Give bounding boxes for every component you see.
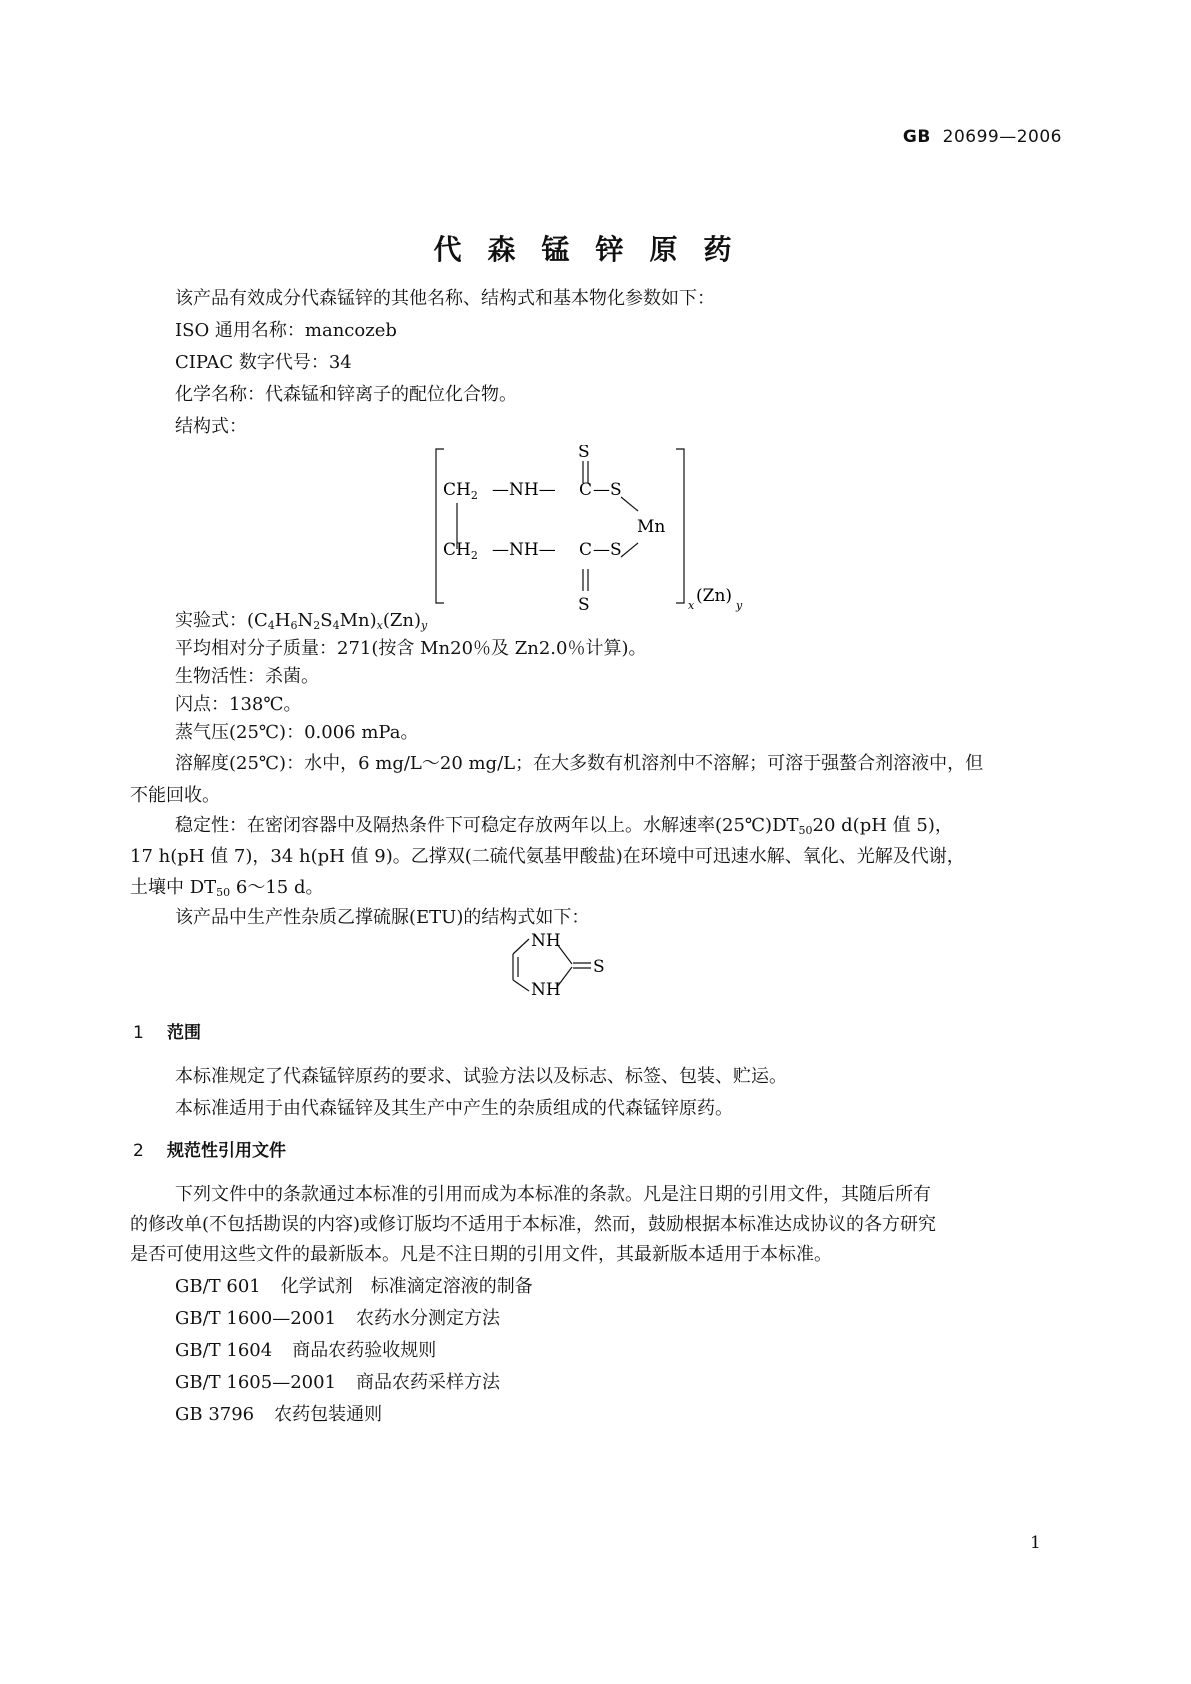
etu-nh-top: NH [531,931,561,951]
reference-item: GB/T 1605—2001 商品农药采样方法 [175,1372,501,1393]
standard-number: GB 20699—2006 [902,127,1062,147]
etu-nh-bottom: NH [531,980,561,1000]
carbon-bottom: C [579,540,593,560]
scope-paragraph-1: 本标准规定了代森锰锌原药的要求、试验方法以及标志、标签、包装、贮运。 [175,1066,787,1087]
stability-line-3: 土壤中 $DT_{50}$ 6～15 d。 [130,877,324,899]
reference-item: GB/T 601 化学试剂 标准滴定溶液的制备 [175,1276,533,1297]
molar-mass: 平均相对分子质量：271(按含 Mn20％及 Zn2.0％计算)。 [175,638,647,659]
thione-s-bottom: S [578,595,590,615]
ch2-group-bottom: $CH_2$ [443,540,478,562]
vapor-pressure: 蒸气压(25℃)：0.006 mPa。 [175,722,419,743]
scope-paragraph-2: 本标准适用于由代森锰锌及其生产中产生的杂质组成的代森锰锌原药。 [175,1098,733,1119]
cipac-code: CIPAC 数字代号：34 [175,352,352,373]
etu-lead: 该产品中生产性杂质乙撑硫脲(ETU)的结构式如下： [175,907,590,928]
thione-s-top: S [578,445,590,462]
stability-line-2: 17 h(pH 值 7)，34 h(pH 值 9)。乙撑双(二硫代氨基甲酸盐)在环境中可迅速水解、氧化、光解及代谢， [130,846,965,867]
solubility-line-2: 不能回收。 [130,785,220,806]
carbon-top: C [579,480,593,500]
s-bottom: —S [593,540,622,560]
iso-name: ISO 通用名称：mancozeb [175,320,397,341]
structure-label: 结构式： [175,416,247,437]
refs-paragraph-line-1: 下列文件中的条款通过本标准的引用而成为本标准的条款。凡是注日期的引用文件，其随后所有 [175,1184,931,1205]
refs-paragraph-line-2: 的修改单(不包括勘误的内容)或修订版均不适用于本标准，然而，鼓励根据本标准达成协议的各方研究 [130,1214,937,1235]
section-1-heading: 1 范围 [133,1023,201,1043]
nh-bottom: —NH— [492,540,556,560]
subscript-x: x [688,599,695,612]
subscript-y: y [736,599,743,612]
reference-item: GB/T 1604 商品农药验收规则 [175,1340,437,1361]
intro-lead: 该产品有效成分代森锰锌的其他名称、结构式和基本物化参数如下： [175,288,715,309]
etu-structure [505,930,615,1000]
flash-point: 闪点：138℃。 [175,694,302,715]
s-top: —S [593,480,622,500]
stability-line-1: 稳定性：在密闭容器中及隔热条件下可稳定存放两年以上。水解速率$(25℃)DT_{50}20$ d(pH 值 5)， [175,815,953,837]
section-2-heading: 2 规范性引用文件 [133,1141,286,1161]
ch2-group-top: $CH_2$ [443,480,478,502]
manganese: Mn [637,517,666,537]
page-number: 1 [1030,1533,1041,1553]
bio-activity: 生物活性：杀菌。 [175,666,319,687]
empirical-formula: 实验式：$(C_4H_6N_2S_4Mn)_x(Zn)_y$ [175,610,428,632]
mancozeb-structure [430,445,760,645]
chemical-name: 化学名称：代森锰和锌离子的配位化合物。 [175,384,517,405]
document-title: 代森锰锌原药 [433,233,758,266]
refs-paragraph-line-3: 是否可使用这些文件的最新版本。凡是不注日期的引用文件，其最新版本适用于本标准。 [130,1244,832,1265]
reference-item: GB 3796 农药包装通则 [175,1404,383,1425]
solubility-line-1: 溶解度(25℃)：水中，6 mg/L～20 mg/L；在大多数有机溶剂中不溶解；可溶于强螯合剂溶液中，但 [175,753,984,774]
nh-top: —NH— [492,480,556,500]
zinc-group: (Zn) [696,586,733,606]
etu-thione-s: S [593,957,605,977]
reference-item: GB/T 1600—2001 农药水分测定方法 [175,1308,501,1329]
